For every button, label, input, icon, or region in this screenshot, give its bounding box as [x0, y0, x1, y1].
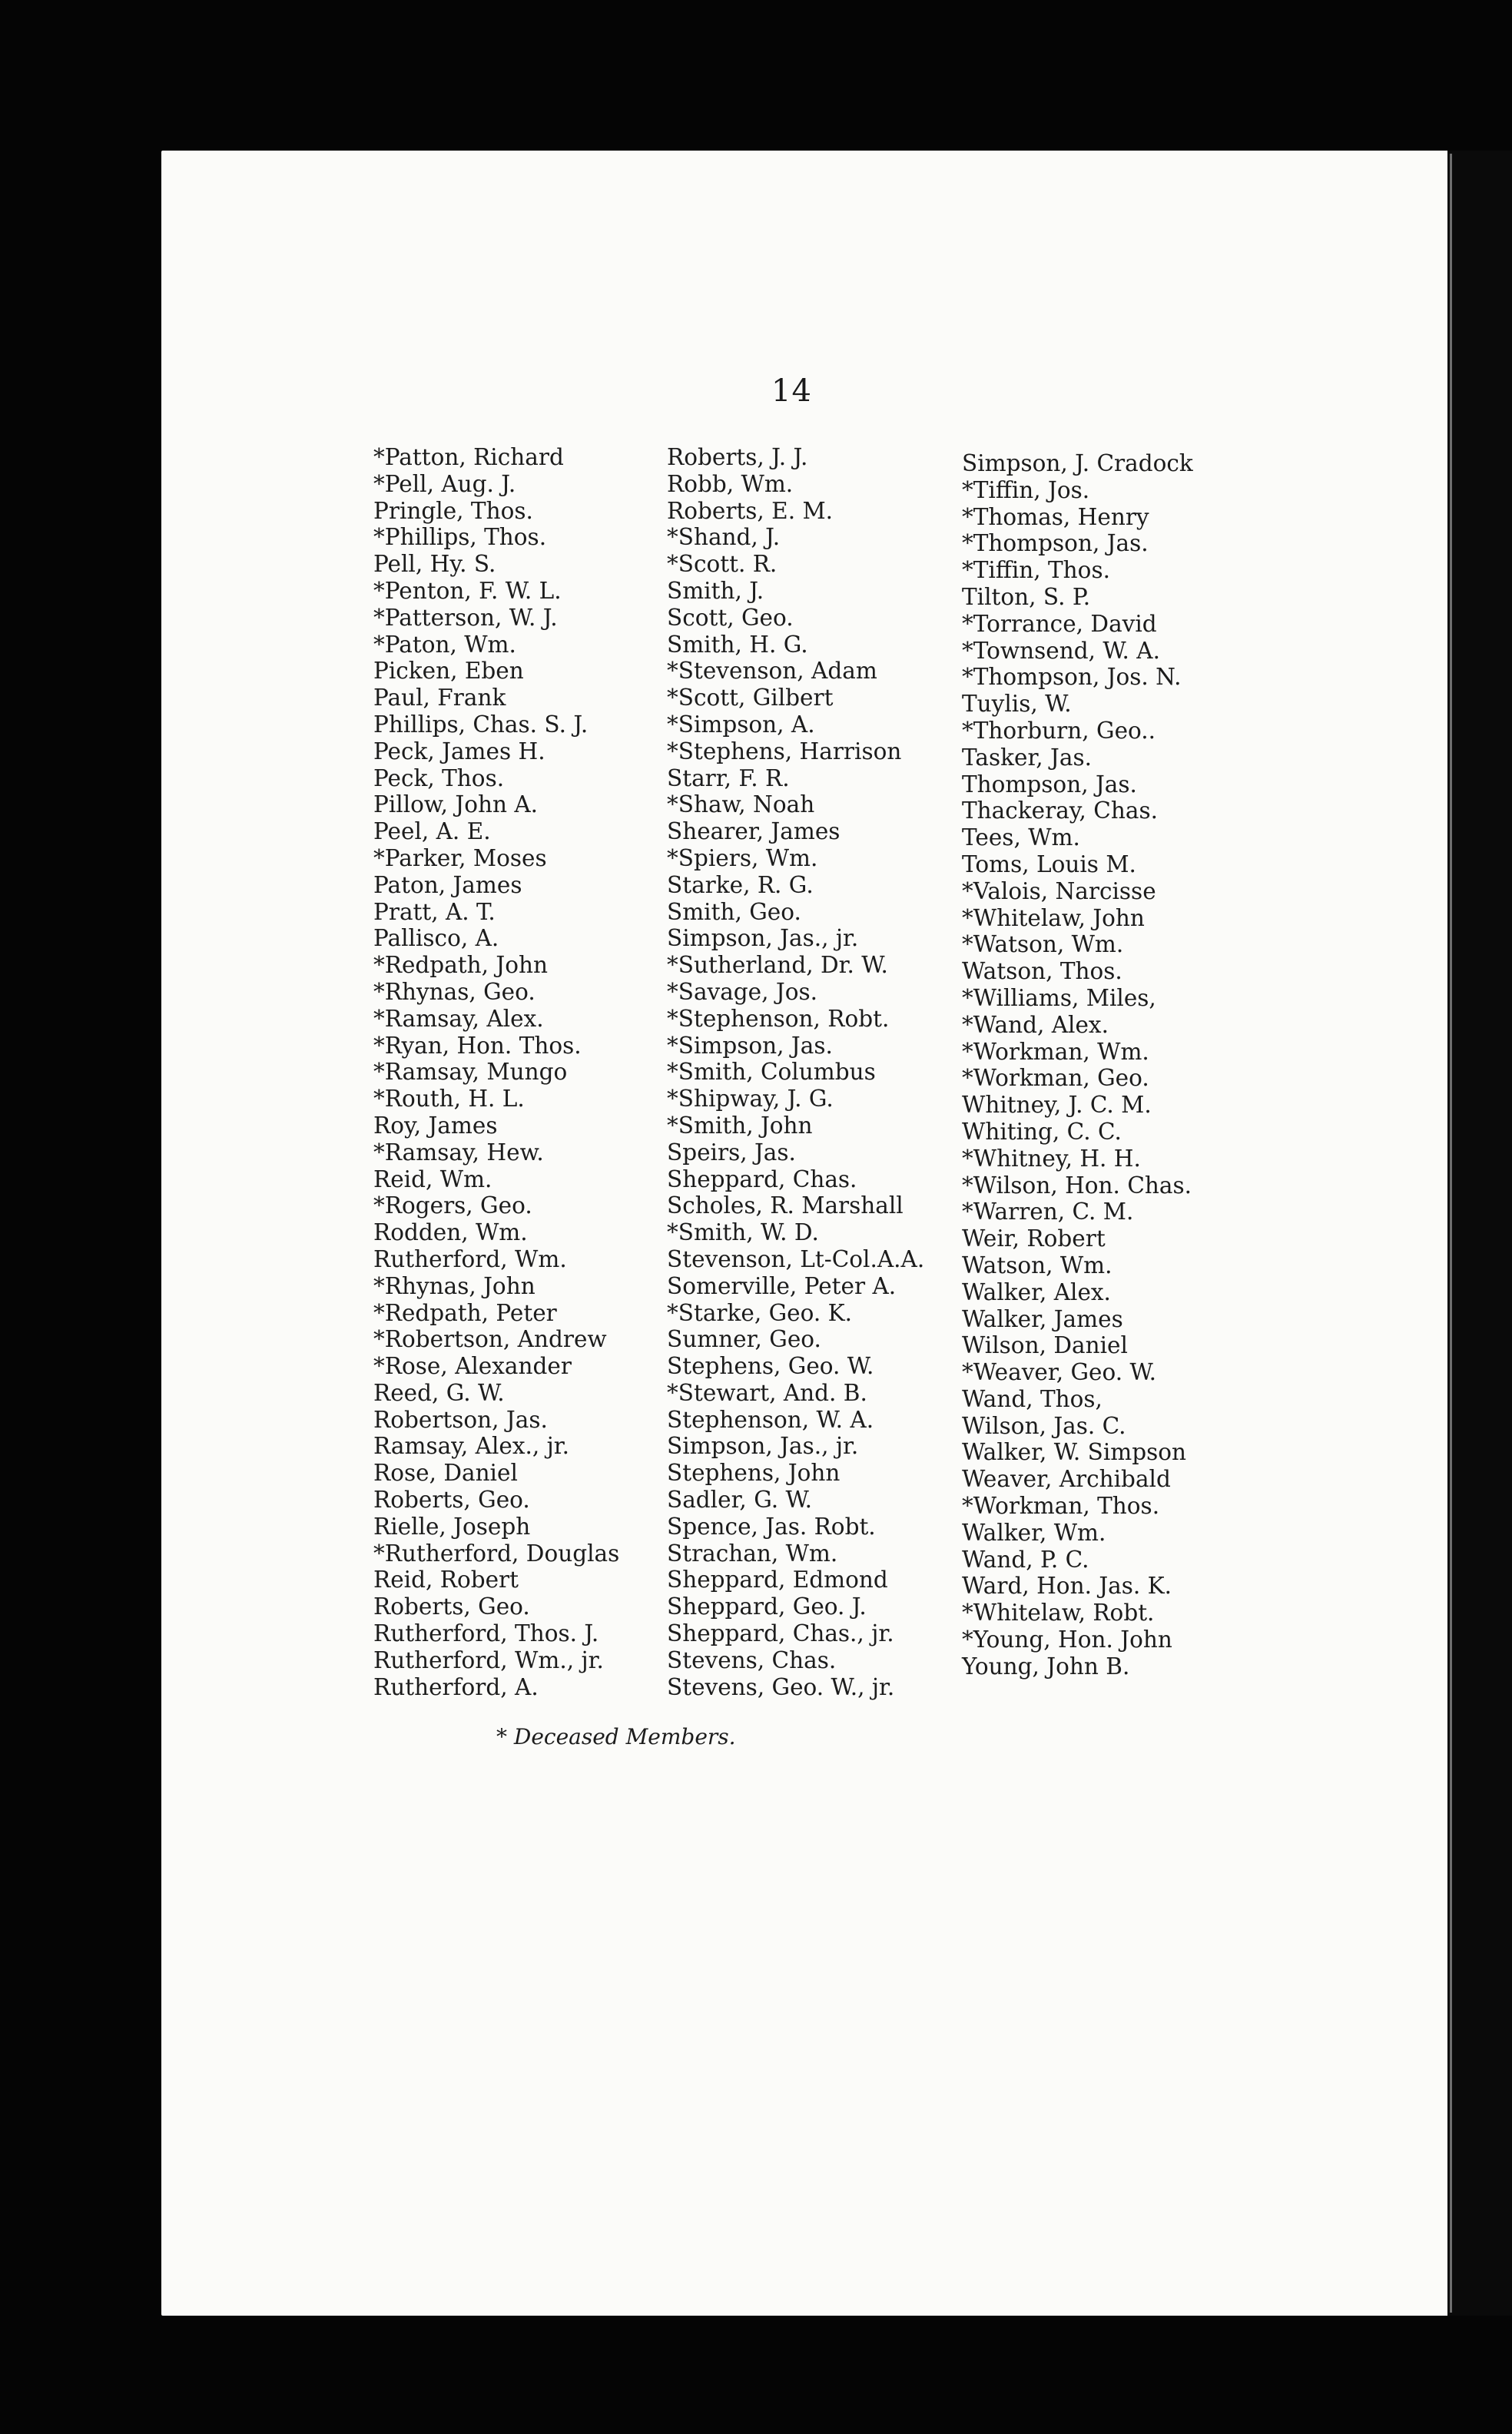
member-name: *Patterson, W. J.: [373, 604, 558, 631]
member-name: Paton, James: [373, 871, 522, 898]
member-column-3: [962, 450, 1193, 1680]
member-name: Robb, Wm.: [667, 470, 794, 497]
member-name: Stephenson, W. A.: [667, 1406, 874, 1433]
member-name: Reid, Robert: [373, 1567, 519, 1593]
member-name: *Watson, Wm.: [962, 931, 1124, 958]
member-name: Tilton, S. P.: [962, 583, 1091, 610]
member-name: Ramsay, Alex., jr.: [373, 1433, 570, 1460]
member-name: Smith, Geo.: [667, 898, 801, 925]
member-name: Rutherford, Wm.: [373, 1245, 567, 1272]
member-name: Sheppard, Chas.: [667, 1166, 857, 1192]
member-name: Roberts, Geo.: [373, 1593, 530, 1620]
member-name: Tasker, Jas.: [962, 744, 1092, 771]
member-name: *Paton, Wm.: [373, 631, 516, 658]
member-name: *Thompson, Jas.: [962, 530, 1149, 557]
member-name: *Ryan, Hon. Thos.: [373, 1032, 582, 1059]
member-name: *Routh, H. L.: [373, 1086, 525, 1113]
member-name: Sheppard, Geo. J.: [667, 1593, 867, 1620]
member-name: *Starke, Geo. K.: [667, 1299, 853, 1326]
member-name: Rielle, Joseph: [373, 1513, 531, 1540]
member-name: *Wand, Alex.: [962, 1011, 1109, 1038]
member-name: *Smith, Columbus: [667, 1059, 876, 1086]
member-name: *Scott, Gilbert: [667, 685, 834, 711]
member-name: *Williams, Miles,: [962, 984, 1156, 1011]
member-name: Paul, Frank: [373, 685, 506, 711]
member-name: Watson, Wm.: [962, 1252, 1112, 1278]
member-name: Reed, G. W.: [373, 1379, 505, 1406]
member-name: Starr, F. R.: [667, 764, 790, 791]
member-name: *Workman, Wm.: [962, 1038, 1149, 1065]
member-name: Sheppard, Edmond: [667, 1567, 888, 1593]
deceased-members-footnote: * Deceased Members.: [496, 1724, 736, 1749]
member-name: Somerville, Peter A.: [667, 1272, 897, 1299]
member-name: *Townsend, W. A.: [962, 637, 1160, 664]
member-name: *Spiers, Wm.: [667, 844, 818, 871]
member-name: *Ramsay, Mungo: [373, 1059, 568, 1086]
member-name: Pratt, A. T.: [373, 898, 496, 925]
member-name: *Tiffin, Thos.: [962, 557, 1110, 584]
member-name: Simpson, J. Cradock: [962, 450, 1193, 476]
member-name: *Thomas, Henry: [962, 503, 1149, 530]
member-name: Scholes, R. Marshall: [667, 1192, 904, 1219]
member-name: Rose, Daniel: [373, 1460, 518, 1487]
member-column-2: [667, 444, 924, 1700]
member-name: Sheppard, Chas., jr.: [667, 1620, 894, 1647]
member-name: *Rutherford, Douglas: [373, 1540, 620, 1567]
member-name: *Phillips, Thos.: [373, 524, 547, 551]
member-name: Roberts, Geo.: [373, 1487, 530, 1514]
member-name: *Pell, Aug. J.: [373, 470, 516, 497]
member-name: *Shipway, J. G.: [667, 1086, 834, 1113]
member-name: *Smith, John: [667, 1112, 813, 1139]
member-name: *Simpson, Jas.: [667, 1032, 833, 1059]
member-name: *Patton, Richard: [373, 444, 564, 470]
member-name: Tees, Wm.: [962, 824, 1080, 851]
member-name: Whiting, C. C.: [962, 1118, 1122, 1145]
member-name: Smith, H. G.: [667, 631, 808, 658]
member-name: *Robertson, Andrew: [373, 1326, 607, 1353]
page-number: 14: [771, 373, 812, 409]
member-name: Peck, James H.: [373, 738, 545, 764]
member-name: *Savage, Jos.: [667, 978, 817, 1005]
member-name: *Stephens, Harrison: [667, 738, 902, 764]
member-name: Wand, Thos,: [962, 1385, 1102, 1412]
member-name: Stephens, John: [667, 1460, 841, 1487]
member-name: *Tiffin, Jos.: [962, 476, 1090, 503]
member-name: *Ramsay, Hew.: [373, 1139, 544, 1166]
member-column-1: [373, 444, 619, 1700]
member-name: Strachan, Wm.: [667, 1540, 838, 1567]
member-name: *Shaw, Noah: [667, 791, 815, 818]
member-name: *Whitelaw, John: [962, 904, 1145, 931]
page-fold-line: [1450, 154, 1452, 2313]
member-name: Peck, Thos.: [373, 764, 505, 791]
member-name: *Rhynas, John: [373, 1272, 536, 1299]
member-name: *Parker, Moses: [373, 844, 547, 871]
member-name: *Ramsay, Alex.: [373, 1005, 544, 1032]
member-name: Pell, Hy. S.: [373, 551, 496, 578]
member-name: Rutherford, A.: [373, 1673, 539, 1700]
member-name: *Stevenson, Adam: [667, 658, 877, 685]
member-name: Walker, James: [962, 1305, 1123, 1332]
member-name: Ward, Hon. Jas. K.: [962, 1573, 1172, 1600]
member-name: Walker, Alex.: [962, 1278, 1111, 1305]
member-name: Pallisco, A.: [373, 925, 499, 952]
member-name: Rodden, Wm.: [373, 1219, 528, 1246]
member-name: Wilson, Daniel: [962, 1332, 1128, 1359]
member-name: Picken, Eben: [373, 658, 524, 685]
member-name: Walker, Wm.: [962, 1519, 1106, 1546]
member-name: Watson, Thos.: [962, 958, 1122, 985]
member-name: *Stephenson, Robt.: [667, 1005, 890, 1032]
member-name: Wilson, Jas. C.: [962, 1412, 1126, 1439]
member-name: *Wilson, Hon. Chas.: [962, 1172, 1192, 1199]
member-name: *Rogers, Geo.: [373, 1192, 532, 1219]
member-name: *Shand, J.: [667, 524, 781, 551]
member-name: *Stewart, And. B.: [667, 1379, 867, 1406]
adjacent-page-edge: [1447, 151, 1512, 2316]
member-name: Pillow, John A.: [373, 791, 539, 818]
member-name: *Rose, Alexander: [373, 1353, 572, 1380]
member-name: *Workman, Geo.: [962, 1065, 1149, 1092]
member-name: Peel, A. E.: [373, 818, 491, 845]
member-name: Speirs, Jas.: [667, 1139, 796, 1166]
member-name: Scott, Geo.: [667, 604, 794, 631]
member-name: Weir, Robert: [962, 1225, 1106, 1252]
member-name: Spence, Jas. Robt.: [667, 1513, 876, 1540]
member-name: Starke, R. G.: [667, 871, 814, 898]
member-name: Smith, J.: [667, 577, 764, 604]
member-name: Sumner, Geo.: [667, 1326, 821, 1353]
member-name: *Torrance, David: [962, 610, 1157, 637]
member-name: Weaver, Archibald: [962, 1466, 1171, 1493]
member-name: Simpson, Jas., jr.: [667, 925, 859, 952]
member-name: *Redpath, John: [373, 952, 548, 979]
member-name: *Warren, C. M.: [962, 1199, 1134, 1225]
member-name: *Simpson, A.: [667, 711, 815, 738]
member-name: Roy, James: [373, 1112, 498, 1139]
member-name: Thackeray, Chas.: [962, 798, 1158, 824]
member-name: Tuylis, W.: [962, 691, 1072, 718]
member-name: Simpson, Jas., jr.: [667, 1433, 859, 1460]
member-name: Robertson, Jas.: [373, 1406, 548, 1433]
member-name: Wand, P. C.: [962, 1546, 1089, 1573]
member-name: Toms, Louis M.: [962, 851, 1136, 877]
member-name: *Thorburn, Geo..: [962, 717, 1156, 744]
member-name: Roberts, J. J.: [667, 444, 808, 470]
member-name: Phillips, Chas. S. J.: [373, 711, 589, 738]
member-name: Stevens, Chas.: [667, 1646, 837, 1673]
member-name: Whitney, J. C. M.: [962, 1092, 1152, 1119]
member-name: *Whitney, H. H.: [962, 1145, 1141, 1172]
member-name: Stephens, Geo. W.: [667, 1353, 874, 1380]
member-name: *Sutherland, Dr. W.: [667, 952, 888, 979]
member-name: *Workman, Thos.: [962, 1493, 1160, 1520]
member-name: *Scott. R.: [667, 551, 778, 578]
member-name: *Penton, F. W. L.: [373, 577, 562, 604]
member-name: *Whitelaw, Robt.: [962, 1600, 1155, 1627]
member-name: *Rhynas, Geo.: [373, 978, 536, 1005]
member-name: *Thompson, Jos. N.: [962, 664, 1182, 691]
member-name: Walker, W. Simpson: [962, 1439, 1187, 1466]
member-name: Shearer, James: [667, 818, 841, 845]
member-name: Reid, Wm.: [373, 1166, 492, 1192]
member-name: Sadler, G. W.: [667, 1487, 812, 1514]
member-name: Rutherford, Thos. J.: [373, 1620, 599, 1647]
member-name: *Smith, W. D.: [667, 1219, 819, 1246]
member-name: Pringle, Thos.: [373, 497, 533, 524]
member-name: *Young, Hon. John: [962, 1627, 1172, 1653]
member-name: *Redpath, Peter: [373, 1299, 557, 1326]
member-name: Stevenson, Lt-Col.A.A.: [667, 1245, 925, 1272]
member-name: Roberts, E. M.: [667, 497, 834, 524]
member-name: Rutherford, Wm., jr.: [373, 1646, 604, 1673]
member-name: Young, John B.: [962, 1653, 1130, 1680]
member-name: Thompson, Jas.: [962, 771, 1137, 798]
member-name: *Weaver, Geo. W.: [962, 1359, 1157, 1386]
member-name: *Valois, Narcisse: [962, 877, 1156, 904]
member-name: Stevens, Geo. W., jr.: [667, 1673, 895, 1700]
